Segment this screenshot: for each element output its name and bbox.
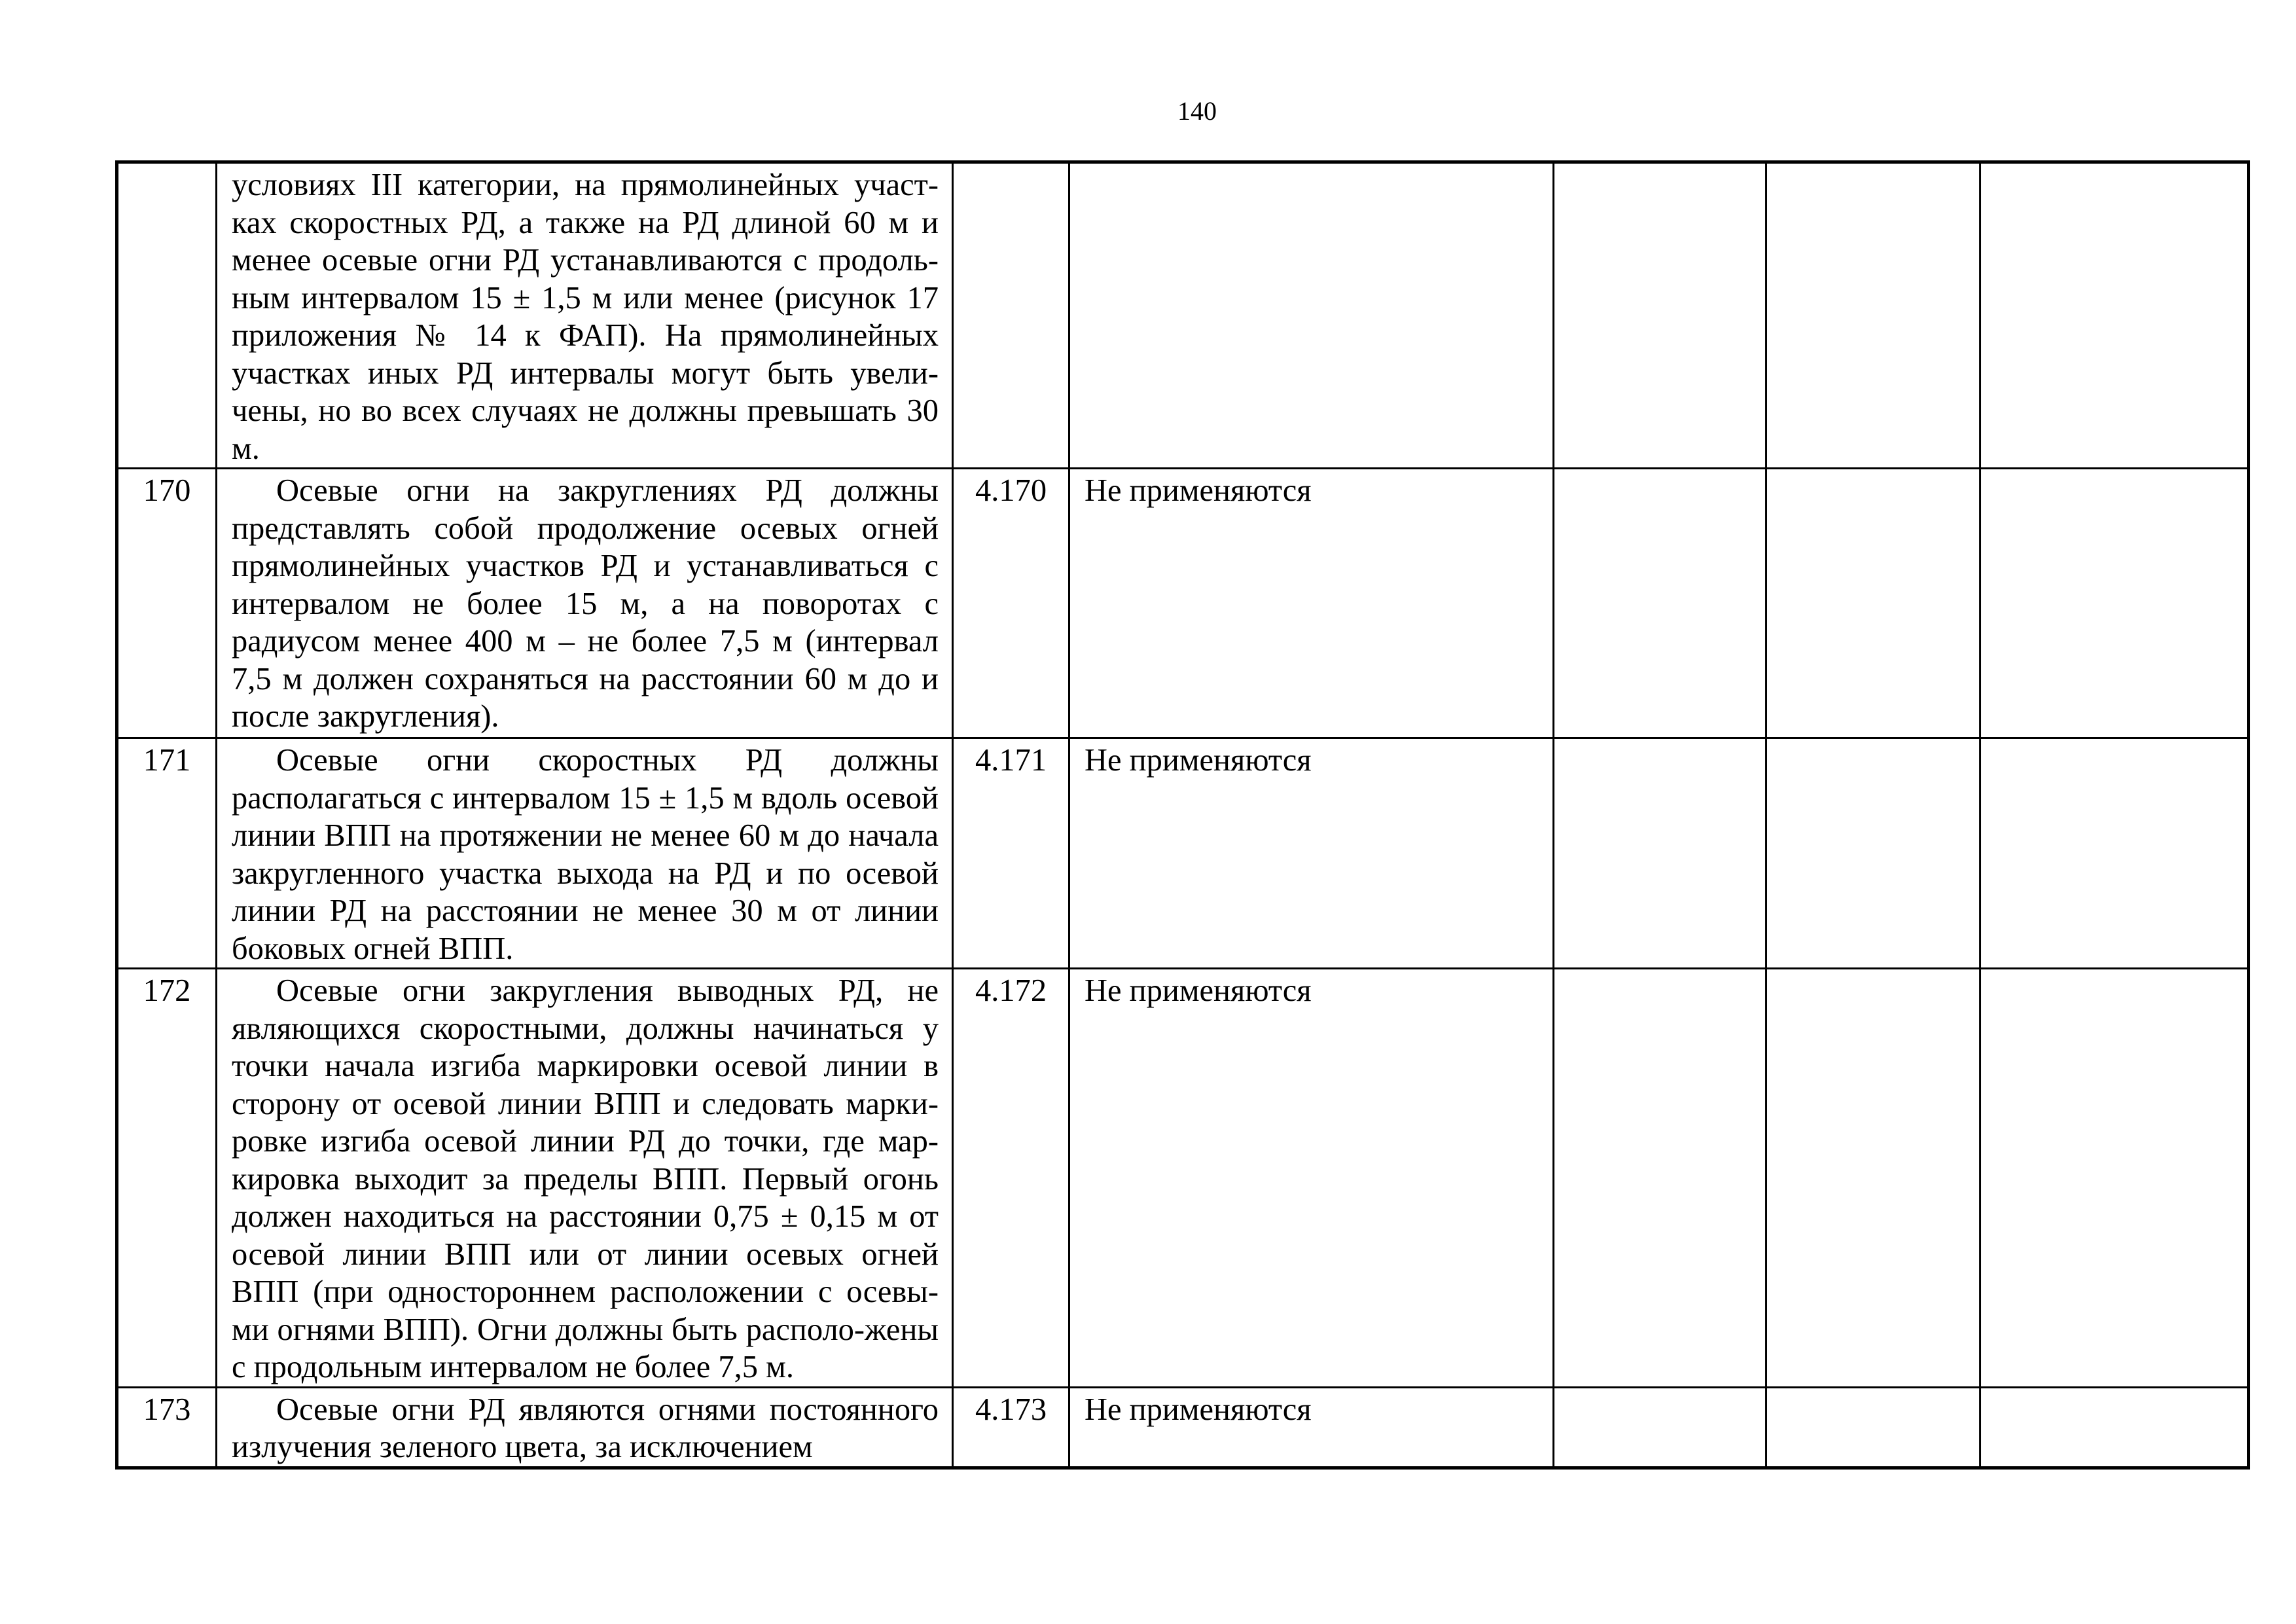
empty-cell: [1554, 469, 1767, 738]
row-number-cell: 172: [117, 969, 217, 1388]
status-cell: [1069, 162, 1554, 469]
row-number-cell: 173: [117, 1387, 217, 1468]
empty-cell: [1767, 1387, 1981, 1468]
reference-cell: [953, 162, 1069, 469]
empty-cell: [1767, 738, 1981, 969]
empty-cell: [1981, 738, 2249, 969]
empty-cell: [1981, 969, 2249, 1388]
reference-cell: 4.171: [953, 738, 1069, 969]
empty-cell: [1554, 1387, 1767, 1468]
table-row: [117, 1387, 2249, 1468]
status-cell: Не применяются: [1069, 738, 1554, 969]
reference-cell: 4.173: [953, 1387, 1069, 1468]
status-cell: Не применяются: [1069, 469, 1554, 738]
requirement-text: условиях III категории, на прямолинейных участ-ках скоростных РД, а также на РД длиной 60 м и менее осевые огни РД устанавливаются с продоль-ным интервалом 15 ± 1,5 м или менее (рисунок 17 приложения № 14 к ФАП). На прямолинейных участках иных РД интервалы могут быть увели-чены, но во всех случаях не должны превышать 30 м.: [232, 168, 939, 466]
row-number-cell: 171: [117, 738, 217, 969]
empty-cell: [1554, 969, 1767, 1388]
requirement-text-cell: [217, 1387, 953, 1468]
requirement-text: Осевые огни на закруглениях РД должны представлять собой продолжение осевых огней прямолинейных участков РД и устанавливаться с интервалом не более 15 м, а на поворотах с радиусом менее 400 м – не более 7,5 м (интервал 7,5 м должен сохраняться на расстоянии 60 м до и после закругления).: [232, 473, 939, 734]
requirement-text: Осевые огни РД являются огнями постоянного излучения зеленого цвета, за исключением: [232, 1392, 939, 1464]
reference-cell: 4.170: [953, 469, 1069, 738]
empty-cell: [1554, 162, 1767, 469]
requirements-table: [115, 160, 2250, 1470]
table-row: [117, 738, 2249, 969]
requirement-text: Осевые огни закругления выводных РД, не являющихся скоростными, должны начинаться у точки начала изгиба маркировки осевой линии в сторону от осевой линии ВПП и следовать марки-ровке изгиба осевой линии РД до точки, где мар-кировка выходит за пределы ВПП. Первый огонь должен находиться на расстоянии 0,75 ± 0,15 м от осевой линии ВПП или от линии осевых огней ВПП (при одностороннем расположении с осевы-ми огнями ВПП). Огни должны быть располо-жены с продольным интервалом не более 7,5 м.: [232, 973, 939, 1384]
requirement-text-cell: [217, 738, 953, 969]
empty-cell: [1767, 469, 1981, 738]
empty-cell: [1981, 162, 2249, 469]
reference-cell: 4.172: [953, 969, 1069, 1388]
row-number-cell: [117, 162, 217, 469]
requirement-text: Осевые огни скоростных РД должны располагаться с интервалом 15 ± 1,5 м вдоль осевой линии ВПП на протяжении не менее 60 м до начала закругленного участка выхода на РД и по осевой линии РД на расстоянии не менее 30 м от линии боковых огней ВПП.: [232, 743, 939, 966]
requirement-text-cell: [217, 162, 953, 469]
empty-cell: [1554, 738, 1767, 969]
status-cell: Не применяются: [1069, 969, 1554, 1388]
empty-cell: [1767, 969, 1981, 1388]
requirement-text-cell: [217, 969, 953, 1388]
requirement-text-cell: [217, 469, 953, 738]
empty-cell: [1981, 469, 2249, 738]
empty-cell: [1767, 162, 1981, 469]
page-number: 140: [1177, 96, 1217, 126]
status-cell: Не применяются: [1069, 1387, 1554, 1468]
table-row: [117, 969, 2249, 1388]
row-number-cell: 170: [117, 469, 217, 738]
table-row: [117, 162, 2249, 469]
empty-cell: [1981, 1387, 2249, 1468]
table-row: [117, 469, 2249, 738]
